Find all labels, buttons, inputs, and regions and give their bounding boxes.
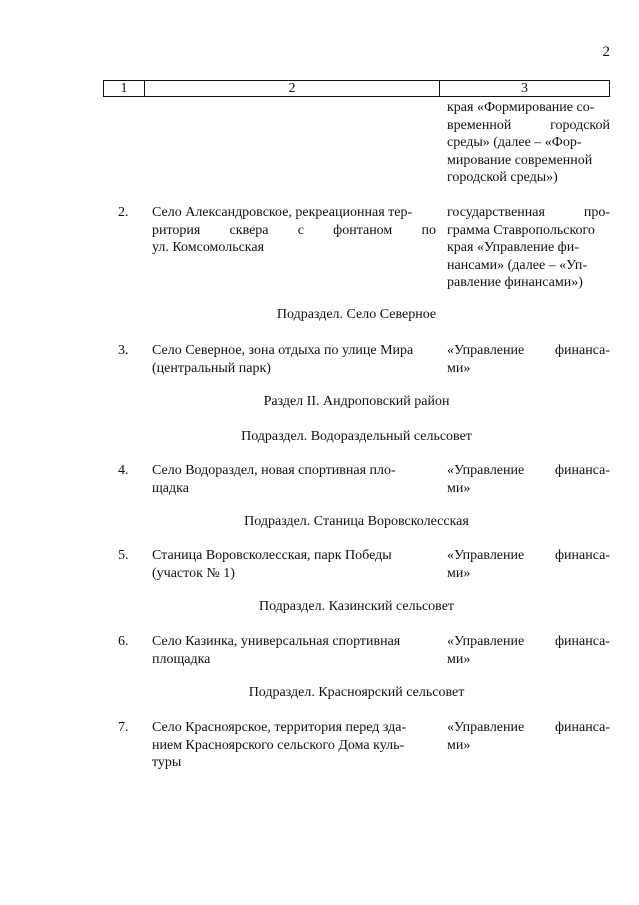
text-line: «Управление финанса-: [447, 463, 610, 478]
subsection-heading: Подраздел. Водораздельный сельсовет: [241, 429, 472, 444]
text-line: «Управление финанса-: [447, 720, 610, 735]
text-line: (центральный парк): [152, 360, 271, 376]
program-name: [447, 719, 610, 754]
row-number: 5.: [118, 548, 129, 563]
program-name: [447, 462, 610, 497]
location-description: [152, 547, 436, 582]
row-number: 4.: [118, 463, 129, 478]
text-line: ми»: [447, 565, 471, 581]
row-number: 2.: [118, 205, 129, 220]
text-line: Станица Воровсколесская, парк Победы: [152, 548, 392, 563]
table-header-col-3: 3: [521, 81, 528, 96]
row-number: 7.: [118, 720, 129, 735]
program-name: [447, 204, 610, 292]
text-line: «Управление финанса-: [447, 634, 610, 649]
program-name: [447, 633, 610, 668]
subsection-heading: Подраздел. Село Северное: [276, 307, 437, 322]
text-line: площадка: [152, 651, 211, 667]
text-line: ритория сквера с фонтаном по: [152, 222, 436, 238]
text-line: мирование современной: [447, 152, 593, 168]
location-description: [152, 719, 436, 772]
section-heading: Раздел II. Андроповский район: [263, 394, 450, 409]
row-number: 3.: [118, 343, 129, 358]
text-line: «Управление финанса-: [447, 343, 610, 358]
location-description: [152, 633, 436, 668]
text-line: нием Красноярского сельского Дома куль-: [152, 737, 405, 753]
table-header-col-1: 1: [104, 81, 145, 96]
subsection-heading: Подраздел. Красноярский сельсовет: [248, 685, 465, 700]
text-line: края «Формирование со-: [447, 100, 595, 115]
location-description: [152, 462, 436, 497]
table-header-col-2: 2: [145, 81, 440, 96]
subsection-heading: Подраздел. Казинский сельсовет: [258, 599, 455, 614]
text-line: щадка: [152, 480, 189, 496]
text-line: туры: [152, 755, 182, 770]
text-line: нансами» (далее – «Уп-: [447, 257, 588, 273]
text-line: Село Водораздел, новая спортивная пло-: [152, 463, 396, 478]
text-line: грамма Ставропольского: [447, 222, 595, 238]
text-line: Село Казинка, универсальная спортивная: [152, 634, 401, 649]
page-number: 2: [602, 44, 610, 60]
subsection-heading: Подраздел. Станица Воровсколесская: [244, 514, 469, 529]
location-description: [152, 342, 436, 377]
text-line: ул. Комсомольская: [152, 240, 265, 255]
row-number: 6.: [118, 634, 129, 649]
text-line: «Управление финанса-: [447, 548, 610, 563]
text-line: государственная про-: [447, 205, 610, 220]
continuation-program: [447, 99, 610, 187]
text-line: (участок № 1): [152, 565, 235, 581]
text-line: края «Управление фи-: [447, 240, 579, 255]
text-line: ми»: [447, 651, 471, 667]
text-line: среды» (далее – «Фор-: [447, 135, 582, 150]
text-line: ми»: [447, 737, 471, 753]
text-line: ми»: [447, 480, 471, 496]
program-name: [447, 547, 610, 582]
table-header-row: [103, 80, 610, 97]
text-line: равление финансами»): [447, 275, 583, 290]
text-line: временной городской: [447, 117, 610, 133]
program-name: [447, 342, 610, 377]
text-line: Село Александровское, рекреационная тер-: [152, 205, 413, 220]
text-line: Село Северное, зона отдыха по улице Мира: [152, 343, 414, 358]
location-description: [152, 204, 436, 257]
text-line: городской среды»): [447, 170, 558, 185]
text-line: ми»: [447, 360, 471, 376]
text-line: Село Красноярское, территория перед зда-: [152, 720, 407, 735]
